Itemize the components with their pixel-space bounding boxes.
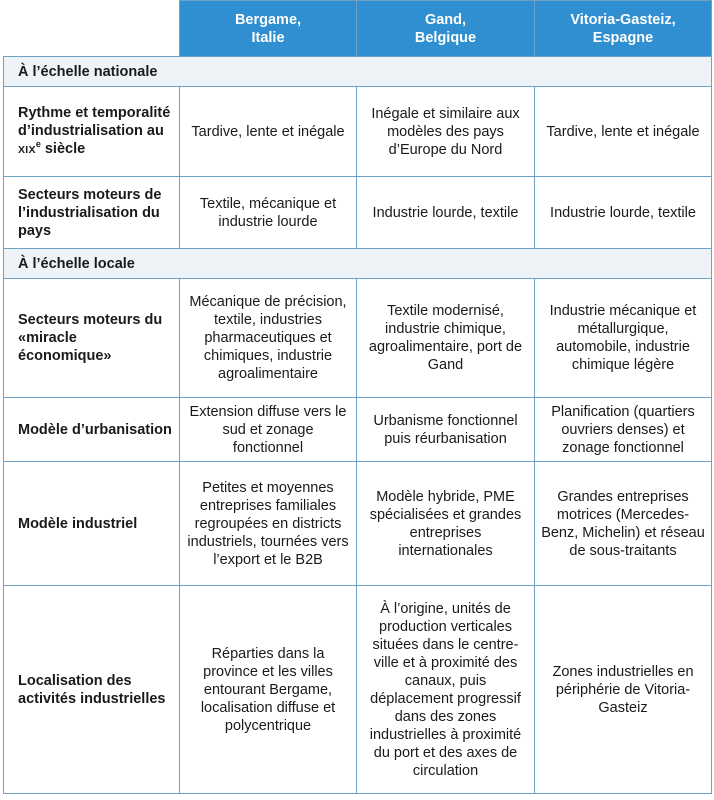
section-national-label: À l’échelle nationale [4,57,712,87]
row-urbanisation-gand: Urbanisme fonctionnel puis réurbanisation [357,398,535,462]
row-rythme-vitoria: Tardive, lente et inégale [535,87,712,177]
header-vitoria: Vitoria-Gasteiz, Espagne [535,1,712,57]
row-rythme-bergame: Tardive, lente et inégale [180,87,357,177]
row-industriel-label: Modèle industriel [4,462,180,586]
row-industriel-vitoria: Grandes entreprises motrices (Mercedes-Benz, Michelin) et réseau de sous-traitants [535,462,712,586]
row-secteurs-pays [4,177,712,249]
comparison-table [3,0,712,794]
row-miracle [4,279,712,398]
row-urbanisation [4,398,712,462]
row-industriel-bergame: Petites et moyennes entreprises familiales regroupées en districts industriels, tournées vers l’export et le B2B [180,462,357,586]
row-localisation-gand: À l’origine, unités de production verticales situées dans le centre-ville et à proximité des canaux, puis déplacement progressif dans des zones industrielles à proximité du port et des axes de circulation [357,586,535,794]
row-industriel [4,462,712,586]
header-bergame: Bergame, Italie [180,1,357,57]
row-secteurs-pays-vitoria: Industrie lourde, textile [535,177,712,249]
row-industriel-gand: Modèle hybride, PME spécialisées et grandes entreprises internationales [357,462,535,586]
row-miracle-gand: Textile modernisé, industrie chimique, agroalimentaire, port de Gand [357,279,535,398]
section-local-label: À l’échelle locale [4,249,712,279]
row-rythme [4,87,712,177]
row-localisation-label: Localisation des activités industrielles [4,586,180,794]
header-gand: Gand, Belgique [357,1,535,57]
row-urbanisation-label: Modèle d’urbanisation [4,398,180,462]
row-localisation-vitoria: Zones industrielles en périphérie de Vitoria-Gasteiz [535,586,712,794]
row-localisation [4,586,712,794]
header-row [4,1,712,57]
row-miracle-bergame: Mécanique de précision, textile, industries pharmaceutiques et chimiques, industrie agroalimentaire [180,279,357,398]
row-urbanisation-vitoria: Planification (quartiers ouvriers denses) et zonage fonctionnel [535,398,712,462]
row-rythme-gand: Inégale et similaire aux modèles des pays d’Europe du Nord [357,87,535,177]
row-miracle-label: Secteurs moteurs du «miracle économique» [4,279,180,398]
row-secteurs-pays-bergame: Textile, mécanique et industrie lourde [180,177,357,249]
row-localisation-bergame: Réparties dans la province et les villes entourant Bergame, localisation diffuse et polycentrique [180,586,357,794]
row-secteurs-pays-gand: Industrie lourde, textile [357,177,535,249]
section-local [4,249,712,279]
header-corner [4,1,180,57]
row-urbanisation-bergame: Extension diffuse vers le sud et zonage fonctionnel [180,398,357,462]
row-miracle-vitoria: Industrie mécanique et métallurgique, automobile, industrie chimique légère [535,279,712,398]
row-secteurs-pays-label: Secteurs moteurs de l’industrialisation du pays [4,177,180,249]
row-rythme-label: Rythme et temporalité d’industrialisation au XIXe siècle [4,87,180,177]
section-national [4,57,712,87]
